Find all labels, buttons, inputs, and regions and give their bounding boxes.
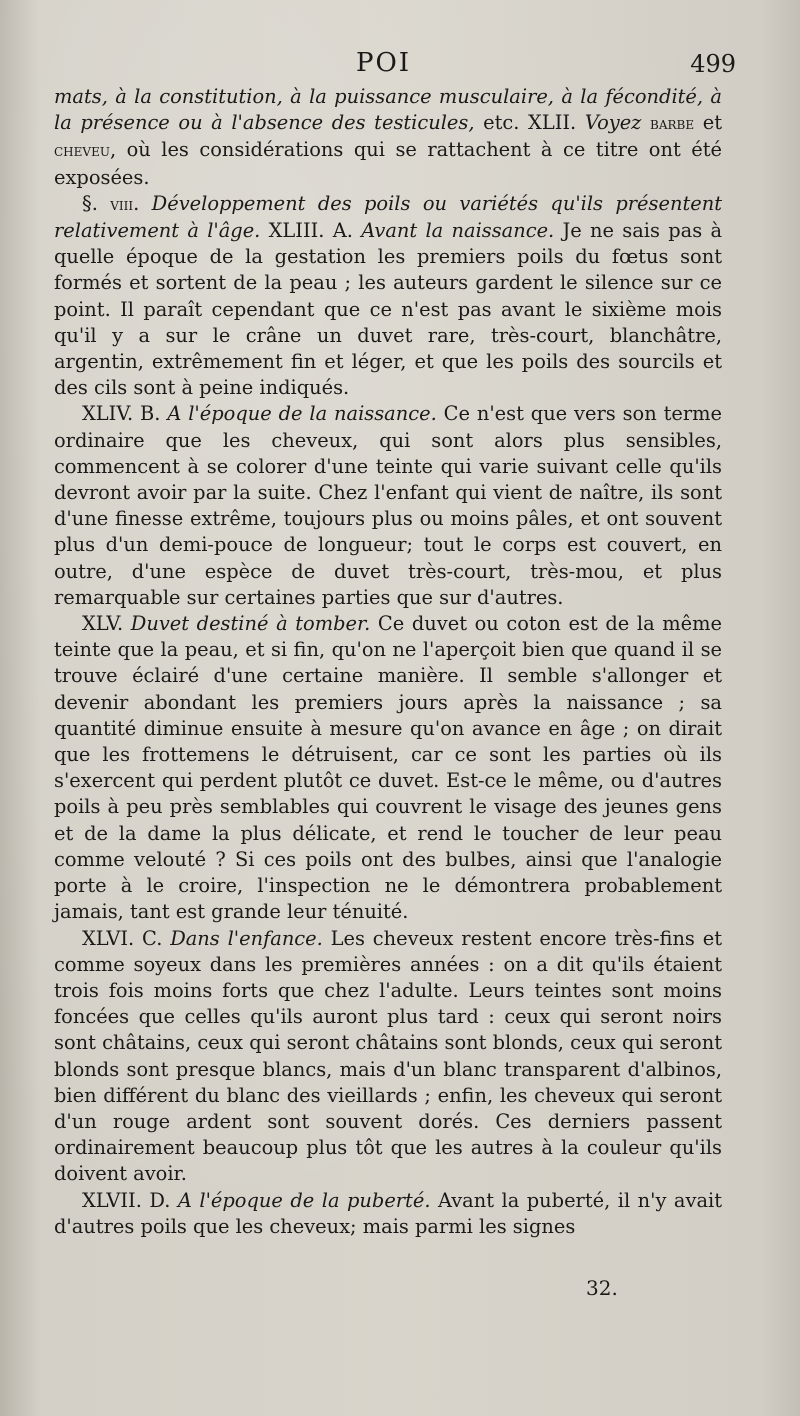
paragraph-xlvii bbox=[54, 1188, 722, 1240]
page-header bbox=[56, 48, 736, 88]
paragraph-xlv bbox=[54, 611, 722, 925]
text-segment: XLIII. A. bbox=[260, 219, 362, 243]
text-segment: Développement des poils ou variétés qu'ils présentent relativement à l'âge. bbox=[54, 191, 722, 243]
text-segment: et bbox=[694, 111, 723, 135]
text-segment: etc. XLII. bbox=[474, 111, 585, 135]
text-segment: XLVI. C. bbox=[82, 926, 171, 950]
paragraph-xliv bbox=[54, 401, 722, 611]
running-head: POI bbox=[356, 48, 412, 78]
body-text bbox=[54, 84, 722, 1240]
text-segment: XLVII. D. bbox=[82, 1188, 178, 1212]
text-segment: cheveu bbox=[54, 140, 110, 162]
paragraph-xlvi bbox=[54, 926, 722, 1188]
text-segment: . bbox=[133, 191, 152, 215]
text-segment: XLIV. B. bbox=[82, 402, 168, 426]
text-segment: mats, à la constitution, à la puissance musculaire, à la fécondité, à la présence ou à l'absence des testicules, bbox=[54, 85, 722, 135]
paragraph-section-viii bbox=[54, 191, 722, 402]
page-number: 499 bbox=[690, 50, 736, 78]
text-segment: A l'époque de la puberté. bbox=[177, 1188, 431, 1212]
signature-mark: 32. bbox=[586, 1276, 618, 1300]
text-segment: Voyez bbox=[584, 111, 642, 135]
text-segment: XLV. bbox=[82, 612, 131, 636]
text-segment bbox=[641, 111, 650, 134]
text-segment: Avant la puberté, il n'y avait d'autres poils que les cheveux; mais parmi les signes bbox=[54, 1188, 722, 1238]
text-segment: Duvet destiné à tomber. bbox=[130, 612, 371, 636]
text-segment: , où les considérations qui se rattachent à ce titre ont été exposées. bbox=[54, 138, 722, 189]
text-segment: viii bbox=[110, 193, 134, 215]
text-segment: Avant la naissance. bbox=[361, 219, 555, 243]
text-segment: barbe bbox=[650, 113, 695, 135]
text-segment: A l'époque de la naissance. bbox=[167, 402, 437, 426]
text-segment: Dans l'enfance. bbox=[170, 926, 323, 950]
text-segment: §. bbox=[82, 191, 111, 215]
text-segment: Ce n'est que vers son terme ordinaire que les cheveux, qui sont alors plus sensibles, commencent à se colorer d'une teinte qui varie suivant celle qu'ils devront avoir par la suite. Chez l'enfant qui vient de naître, ils sont d'une finesse extrême, toujours plus ou moins pâles, et ont souvent plus d'un demi-pouce de longueur; tout le corps est couvert, en outre, d'une espèce de duvet très-court, très-mou, et plus remarquable sur certaines parties que sur d'autres. bbox=[54, 402, 723, 609]
text-segment: Ce duvet ou coton est de la même teinte que la peau, et si fin, qu'on ne l'aperçoit bien que quand il se trouve éclairé d'une certaine manière. Il semble s'allonger et devenir abondant les premiers jours après la naissance ; sa quantité diminue ensuite à mesure qu'on avance en âge ; on dirait que les frottemens le détruisent, car ce sont les parties où ils s'exercent qui perdent plutôt ce duvet. Est-ce le même, ou d'autres poils à peu près semblables qui couvrent le visage des jeunes gens et de la dame la plus délicate, et rend le toucher de leur peau comme velouté ? Si ces poils ont des bulbes, ainsi que l'analogie porte à le croire, l'inspection ne le démontrera probablement jamais, tant est grande leur ténuité. bbox=[54, 612, 722, 924]
text-segment: Je ne sais pas à quelle époque de la gestation les premiers poils du fœtus sont formés et sortent de la peau ; les auteurs gardent le silence sur ce point. Il paraît cependant que ce n'est pas avant le sixième mois qu'il y a sur le crâne un duvet rare, très-court, blanchâtre, argentin, extrêmement fin et léger, et que les poils des sourcils et des cils sont à peine indiqués. bbox=[54, 219, 722, 400]
text-segment: Les cheveux restent encore très-fins et comme soyeux dans les premières années : on a dit qu'ils étaient trois fois moins forts que chez l'adulte. Leurs teintes sont moins foncées que celles qu'ils auront plus tard : ceux qui seront noirs sont châtains, ceux qui seront châtains sont blonds, ceux qui seront blonds sont presque blancs, mais d'un blanc transparent d'albinos, bien différent du blanc des vieillards ; enfin, les cheveux qui seront d'un rouge ardent sont souvent dorés. Ces derniers passent ordinairement beaucoup plus tôt que les autres à la couleur qu'ils doivent avoir. bbox=[54, 926, 722, 1186]
paragraph-continuation bbox=[54, 84, 722, 191]
